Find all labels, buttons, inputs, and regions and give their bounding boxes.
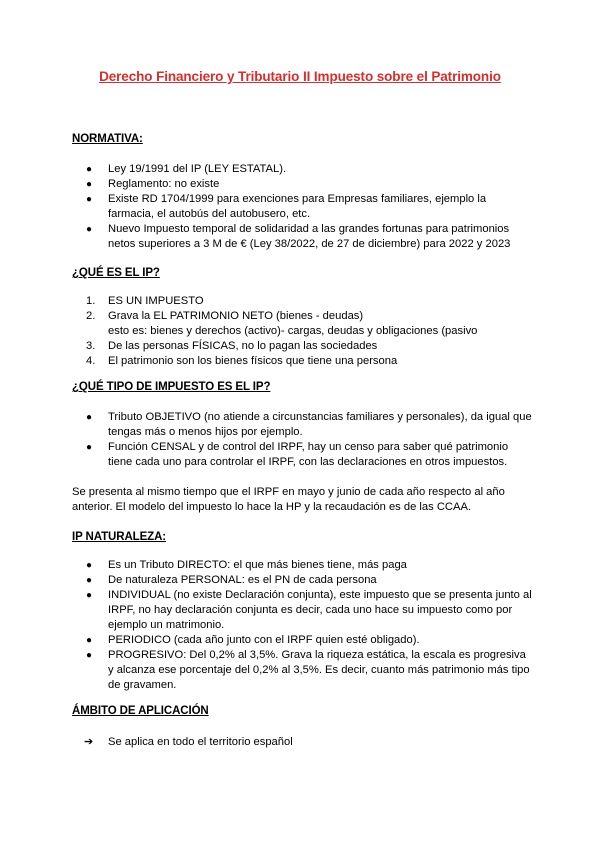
arrow-right-icon: ➔ bbox=[84, 736, 94, 748]
list-item: ● INDIVIDUAL (no existe Declaración conjunta), este impuesto que se presenta junto al IRPF, no hay declaración conjunta es decir, cada uno hace su impuesto como por ejemplo un matrimonio. bbox=[86, 589, 532, 631]
list-item: 4. El patrimonio son los bienes físicos que tiene una persona bbox=[86, 355, 398, 367]
normativa-list bbox=[72, 162, 532, 252]
bullet-icon: ● bbox=[86, 442, 93, 453]
bullet-icon: ● bbox=[86, 635, 93, 646]
ambito-list bbox=[72, 735, 532, 750]
bullet-icon: ● bbox=[86, 590, 93, 601]
heading-naturaleza: IP NATURALEZA: bbox=[72, 531, 167, 543]
bullet-icon: ● bbox=[86, 412, 93, 423]
tipo-list bbox=[72, 410, 532, 470]
list-item: ● Ley 19/1991 del IP (LEY ESTATAL). bbox=[86, 163, 287, 175]
bullet-icon: ● bbox=[86, 650, 93, 661]
heading-normativa: NORMATIVA: bbox=[72, 133, 143, 145]
heading-que-es: ¿QUÉ ES EL IP? bbox=[72, 267, 160, 279]
bullet-icon: ● bbox=[86, 179, 93, 190]
document-title: Derecho Financiero y Tributario II Impuesto sobre el Patrimonio bbox=[99, 69, 501, 84]
list-item: ● PERIODICO (cada año junto con el IRPF quien esté obligado). bbox=[86, 634, 420, 646]
list-item: 1. ES UN IMPUESTO bbox=[86, 295, 204, 307]
heading-tipo: ¿QUÉ TIPO DE IMPUESTO ES EL IP? bbox=[72, 381, 271, 393]
list-item: 2. Grava la EL PATRIMONIO NETO (bienes - deudas) esto es: bienes y derechos (activo)- cargas, deudas y obligaciones (pasivo bbox=[86, 310, 478, 337]
list-item: ● PROGRESIVO: Del 0,2% al 3,5%. Grava la riqueza estática, la escala es progresiva y alcanza ese porcentaje del 0,2% al 3,5%. Es decir, cuanto más patrimonio más tipo de gravamen. bbox=[86, 649, 530, 691]
list-item: ● De naturaleza PERSONAL: es el PN de cada persona bbox=[86, 574, 377, 586]
list-item: ● Reglamento: no existe bbox=[86, 178, 220, 190]
bullet-icon: ● bbox=[86, 575, 93, 586]
list-item: ● Existe RD 1704/1999 para exenciones para Empresas familiares, ejemplo la farmacia, el autobús del autobusero, etc. bbox=[86, 193, 487, 220]
bullet-icon: ● bbox=[86, 164, 93, 175]
list-item: ● Es un Tributo DIRECTO: el que más bienes tiene, más paga bbox=[86, 559, 407, 571]
heading-ambito: ÁMBITO DE APLICACIÓN bbox=[72, 705, 209, 717]
list-item: 3. De las personas FÍSICAS, no lo pagan las sociedades bbox=[86, 340, 378, 352]
tipo-paragraph: Se presenta al mismo tiempo que el IRPF en mayo y junio de cada año respecto al año anterior. El modelo del impuesto lo hace la HP y la recaudación es de las CCAA. bbox=[72, 486, 505, 513]
que-es-list bbox=[72, 294, 532, 369]
list-item: ● Nuevo Impuesto temporal de solidaridad a las grandes fortunas para patrimonios netos superiores a 3 M de € (Ley 38/2022, de 27 de diciembre) para 2022 y 2023 bbox=[86, 223, 511, 250]
bullet-icon: ● bbox=[86, 224, 93, 235]
list-item: ● Tributo OBJETIVO (no atiende a circunstancias familiares y personales), da igual que tengas más o menos hijos por ejemplo. bbox=[86, 411, 532, 438]
bullet-icon: ● bbox=[86, 194, 93, 205]
naturaleza-list bbox=[72, 558, 532, 693]
bullet-icon: ● bbox=[86, 560, 93, 571]
list-item: ➔ Se aplica en todo el territorio español bbox=[84, 736, 293, 748]
list-item: ● Función CENSAL y de control del IRPF, hay un censo para saber qué patrimonio tiene cada uno para controlar el IRPF, con las declaraciones en otros impuestos. bbox=[86, 441, 509, 468]
